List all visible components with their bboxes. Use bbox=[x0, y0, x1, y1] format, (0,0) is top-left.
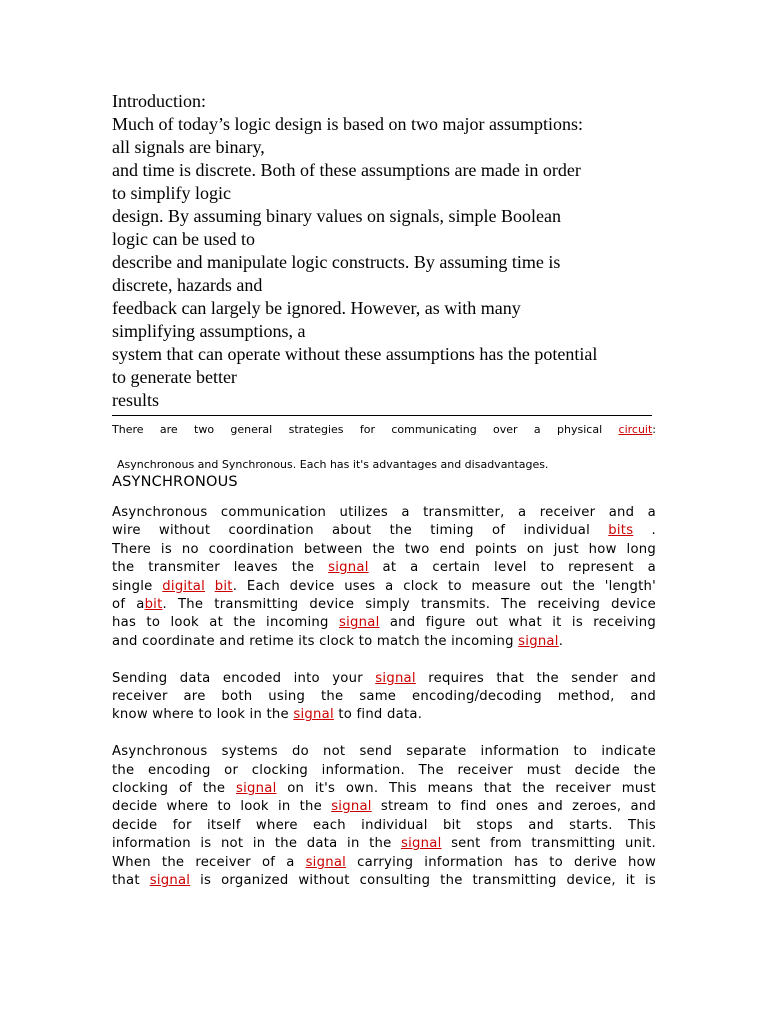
text-line: decide for itself where each individual bit stops and starts. This bbox=[112, 817, 656, 833]
intro-line: to simplify logic bbox=[112, 183, 231, 203]
section-heading: ASYNCHRONOUS bbox=[112, 474, 238, 490]
text-line: receiver are both using the same encoding/decoding method, and bbox=[112, 689, 656, 705]
text-line: Asynchronous communication utilizes a transmitter, a receiver and a bbox=[112, 505, 656, 520]
signal-link[interactable]: signal bbox=[293, 707, 334, 723]
intro-line: all signals are binary, bbox=[112, 137, 265, 157]
bit-link[interactable]: bit bbox=[214, 578, 233, 594]
text-line: wire without coordination about the timing of individual bits . bbox=[112, 523, 656, 539]
intro-line: simplifying assumptions, a bbox=[112, 321, 306, 341]
paragraph-3 bbox=[112, 743, 656, 890]
text-line: There is no coordination between the two end points on just how long bbox=[112, 541, 656, 557]
text-line: single digital bit. Each device uses a clock to measure out the 'length' bbox=[112, 578, 656, 594]
intro-line: logic can be used to bbox=[112, 229, 255, 249]
text-line: and coordinate and retime its clock to match the incoming signal. bbox=[112, 633, 564, 649]
text-line: decide where to look in the signal stream to find ones and zeroes, and bbox=[112, 799, 656, 815]
intro-line: describe and manipulate logic constructs. By assuming time is bbox=[112, 252, 561, 272]
intro-line: discrete, hazards and bbox=[112, 275, 263, 295]
signal-link[interactable]: signal bbox=[305, 854, 347, 870]
bits-link[interactable]: bits bbox=[608, 523, 634, 539]
text-line: the encoding or clocking information. The receiver must decide the bbox=[112, 762, 656, 778]
bit-link[interactable]: bit bbox=[144, 597, 163, 613]
signal-link[interactable]: signal bbox=[328, 560, 369, 576]
strategies-line bbox=[112, 422, 656, 438]
signal-link[interactable]: signal bbox=[375, 670, 416, 686]
strategies-colon: : bbox=[652, 423, 657, 436]
paragraph-1 bbox=[112, 504, 656, 651]
horizontal-rule bbox=[112, 415, 652, 416]
text-line: know where to look in the signal to find data. bbox=[112, 707, 423, 723]
intro-line: and time is discrete. Both of these assumptions are made in order bbox=[112, 160, 581, 180]
signal-link[interactable]: signal bbox=[235, 781, 277, 797]
intro-line: to generate better bbox=[112, 367, 237, 387]
strategies-summary: Asynchronous and Synchronous. Each has it's advantages and disadvantages. bbox=[117, 458, 549, 471]
intro-line: results bbox=[112, 390, 159, 410]
text-line: Asynchronous systems do not send separate information to indicate bbox=[112, 744, 656, 760]
text-line: clocking of the signal on it's own. This means that the receiver must bbox=[112, 781, 656, 797]
text-line: the transmiter leaves the signal at a certain level to represent a bbox=[112, 560, 656, 576]
signal-link[interactable]: signal bbox=[338, 615, 380, 631]
intro-line: Introduction: bbox=[112, 91, 206, 111]
document-page bbox=[112, 90, 656, 891]
text-line: of abit. The transmitting device simply transmits. The receiving device bbox=[112, 597, 656, 613]
intro-line: system that can operate without these assumptions has the potential bbox=[112, 344, 598, 364]
signal-link[interactable]: signal bbox=[401, 836, 442, 852]
circuit-link[interactable]: circuit bbox=[618, 423, 653, 436]
digital-link[interactable]: digital bbox=[162, 578, 206, 594]
intro-line: design. By assuming binary values on signals, simple Boolean bbox=[112, 206, 561, 226]
signal-link[interactable]: signal bbox=[518, 633, 559, 649]
signal-link[interactable]: signal bbox=[331, 799, 372, 815]
strategies-text: There are two general strategies for communicating over a physical bbox=[112, 423, 603, 436]
intro-line: feedback can largely be ignored. However, as with many bbox=[112, 298, 521, 318]
text-line: that signal is organized without consulting the transmitting device, it is bbox=[112, 873, 656, 889]
signal-link[interactable]: signal bbox=[149, 873, 191, 889]
text-line: information is not in the data in the signal sent from transmitting unit. bbox=[112, 836, 656, 852]
introduction-block bbox=[112, 90, 656, 412]
paragraph-2 bbox=[112, 670, 656, 725]
text-line: Sending data encoded into your signal requires that the sender and bbox=[112, 670, 656, 686]
text-line: When the receiver of a signal carrying information has to derive how bbox=[112, 854, 656, 870]
text-line: has to look at the incoming signal and figure out what it is receiving bbox=[112, 615, 656, 631]
intro-line: Much of today’s logic design is based on two major assumptions: bbox=[112, 114, 583, 134]
